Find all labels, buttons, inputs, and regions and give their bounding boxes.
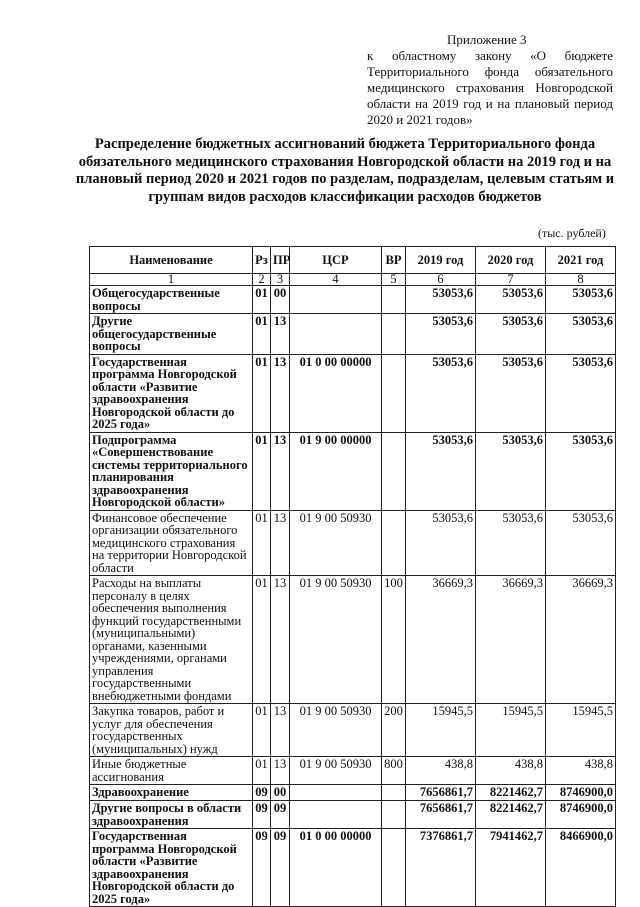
units-label: (тыс. рублей) xyxy=(538,226,606,240)
table-row xyxy=(90,757,616,785)
appendix-reference: к областному закону «О бюджете Территориального фонда обязательного медицинского страхования Новгородской области на 2019 год и на плановый период 2020 и 2021 годов» xyxy=(367,48,613,127)
row-rz: 01 xyxy=(253,432,271,510)
table-row xyxy=(90,704,616,757)
row-2020: 8221462,7 xyxy=(476,785,546,801)
row-2020: 53053,6 xyxy=(476,354,546,432)
header-vr: ВР xyxy=(382,247,406,274)
row-csr: 01 9 00 50930 xyxy=(290,704,382,757)
table-row xyxy=(90,576,616,704)
row-name: Закупка товаров, работ и услуг для обеспечения государственных (муниципальных) нужд xyxy=(90,704,253,757)
row-2020: 36669,3 xyxy=(476,576,546,704)
appendix-note xyxy=(367,32,613,128)
row-csr: 01 0 00 00000 xyxy=(290,829,382,907)
row-2019: 53053,6 xyxy=(406,510,476,576)
row-2019: 36669,3 xyxy=(406,576,476,704)
row-2019: 15945,5 xyxy=(406,704,476,757)
row-rz: 09 xyxy=(253,829,271,907)
col-number: 1 xyxy=(90,274,253,286)
table-row xyxy=(90,785,616,801)
header-rz: Рз xyxy=(253,247,271,274)
table-row xyxy=(90,286,616,314)
row-2020: 438,8 xyxy=(476,757,546,785)
row-name: Государственная программа Новгородской области «Развитие здравоохранения Новгородской области до 2025 года» xyxy=(90,354,253,432)
row-csr xyxy=(290,801,382,829)
table-row xyxy=(90,314,616,355)
row-pr: 13 xyxy=(271,576,290,704)
row-pr: 00 xyxy=(271,286,290,314)
row-2019: 7376861,7 xyxy=(406,829,476,907)
header-name: Наименование xyxy=(90,247,253,274)
budget-table xyxy=(89,246,616,907)
row-2021: 8746900,0 xyxy=(546,801,616,829)
row-2021: 53053,6 xyxy=(546,510,616,576)
row-pr: 13 xyxy=(271,704,290,757)
row-2021: 8746900,0 xyxy=(546,785,616,801)
row-2021: 53053,6 xyxy=(546,432,616,510)
row-name: Общегосударственные вопросы xyxy=(90,286,253,314)
row-rz: 01 xyxy=(253,286,271,314)
col-number: 4 xyxy=(290,274,382,286)
table-row xyxy=(90,829,616,907)
header-2019: 2019 год xyxy=(406,247,476,274)
row-2021: 438,8 xyxy=(546,757,616,785)
col-number: 5 xyxy=(382,274,406,286)
row-2021: 53053,6 xyxy=(546,314,616,355)
row-name: Подпрограмма «Совершенствование системы территориального планирования здравоохранения Новгородской области» xyxy=(90,432,253,510)
row-2019: 53053,6 xyxy=(406,354,476,432)
row-vr xyxy=(382,354,406,432)
row-vr xyxy=(382,286,406,314)
row-2020: 8221462,7 xyxy=(476,801,546,829)
header-csr: ЦСР xyxy=(290,247,382,274)
row-2020: 7941462,7 xyxy=(476,829,546,907)
row-vr xyxy=(382,801,406,829)
row-name: Финансовое обеспечение организации обязательного медицинского страхования на территории Новгородской области xyxy=(90,510,253,576)
table-row xyxy=(90,432,616,510)
row-2019: 53053,6 xyxy=(406,286,476,314)
row-rz: 01 xyxy=(253,757,271,785)
row-2019: 53053,6 xyxy=(406,314,476,355)
row-rz: 01 xyxy=(253,704,271,757)
col-number: 2 xyxy=(253,274,271,286)
row-name: Другие общегосударственные вопросы xyxy=(90,314,253,355)
row-2020: 53053,6 xyxy=(476,286,546,314)
row-csr: 01 9 00 00000 xyxy=(290,432,382,510)
col-number: 8 xyxy=(546,274,616,286)
row-vr: 200 xyxy=(382,704,406,757)
row-rz: 01 xyxy=(253,354,271,432)
row-2020: 53053,6 xyxy=(476,510,546,576)
row-rz: 09 xyxy=(253,785,271,801)
row-pr: 13 xyxy=(271,354,290,432)
row-vr: 800 xyxy=(382,757,406,785)
row-2020: 15945,5 xyxy=(476,704,546,757)
row-pr: 13 xyxy=(271,314,290,355)
row-csr: 01 9 00 50930 xyxy=(290,576,382,704)
row-name: Другие вопросы в области здравоохранения xyxy=(90,801,253,829)
table-row xyxy=(90,801,616,829)
row-csr: 01 9 00 50930 xyxy=(290,510,382,576)
row-rz: 01 xyxy=(253,576,271,704)
row-rz: 01 xyxy=(253,510,271,576)
row-2021: 36669,3 xyxy=(546,576,616,704)
row-2019: 438,8 xyxy=(406,757,476,785)
row-2020: 53053,6 xyxy=(476,432,546,510)
row-csr xyxy=(290,286,382,314)
row-vr xyxy=(382,314,406,355)
col-number: 6 xyxy=(406,274,476,286)
row-pr: 13 xyxy=(271,432,290,510)
header-row xyxy=(90,247,616,274)
row-pr: 13 xyxy=(271,510,290,576)
row-2021: 53053,6 xyxy=(546,286,616,314)
row-name: Здравоохранение xyxy=(90,785,253,801)
col-number: 3 xyxy=(271,274,290,286)
header-2021: 2021 год xyxy=(546,247,616,274)
row-name: Иные бюджетные ассигнования xyxy=(90,757,253,785)
row-rz: 09 xyxy=(253,801,271,829)
header-pr: ПР xyxy=(271,247,290,274)
row-2019: 53053,6 xyxy=(406,432,476,510)
row-vr: 100 xyxy=(382,576,406,704)
row-2021: 15945,5 xyxy=(546,704,616,757)
column-numbers-row xyxy=(90,274,616,286)
table-row xyxy=(90,354,616,432)
row-name: Государственная программа Новгородской области «Развитие здравоохранения Новгородской области до 2025 года» xyxy=(90,829,253,907)
row-vr xyxy=(382,510,406,576)
row-2019: 7656861,7 xyxy=(406,801,476,829)
row-vr xyxy=(382,432,406,510)
row-csr: 01 9 00 50930 xyxy=(290,757,382,785)
document-title: Распределение бюджетных ассигнований бюджета Территориального фонда обязательного медицинского страхования Новгородской области на 2019 год и на плановый период 2020 и 2021 годов по разделам, подразделам, целевым статьям и группам видов расходов классификации расходов бюджетов xyxy=(75,136,615,205)
table-row xyxy=(90,510,616,576)
row-csr xyxy=(290,314,382,355)
row-pr: 09 xyxy=(271,829,290,907)
row-csr: 01 0 00 00000 xyxy=(290,354,382,432)
row-pr: 00 xyxy=(271,785,290,801)
row-2021: 8466900,0 xyxy=(546,829,616,907)
row-2020: 53053,6 xyxy=(476,314,546,355)
row-rz: 01 xyxy=(253,314,271,355)
appendix-number: Приложение 3 xyxy=(447,32,527,47)
row-vr xyxy=(382,785,406,801)
row-2019: 7656861,7 xyxy=(406,785,476,801)
col-number: 7 xyxy=(476,274,546,286)
row-name: Расходы на выплаты персоналу в целях обеспечения выполнения функций государственными (муниципальными) органами, казенными учреждениями, органами управления государственными внебюджетными фондами xyxy=(90,576,253,704)
row-vr xyxy=(382,829,406,907)
row-pr: 09 xyxy=(271,801,290,829)
row-csr xyxy=(290,785,382,801)
row-pr: 13 xyxy=(271,757,290,785)
row-2021: 53053,6 xyxy=(546,354,616,432)
header-2020: 2020 год xyxy=(476,247,546,274)
